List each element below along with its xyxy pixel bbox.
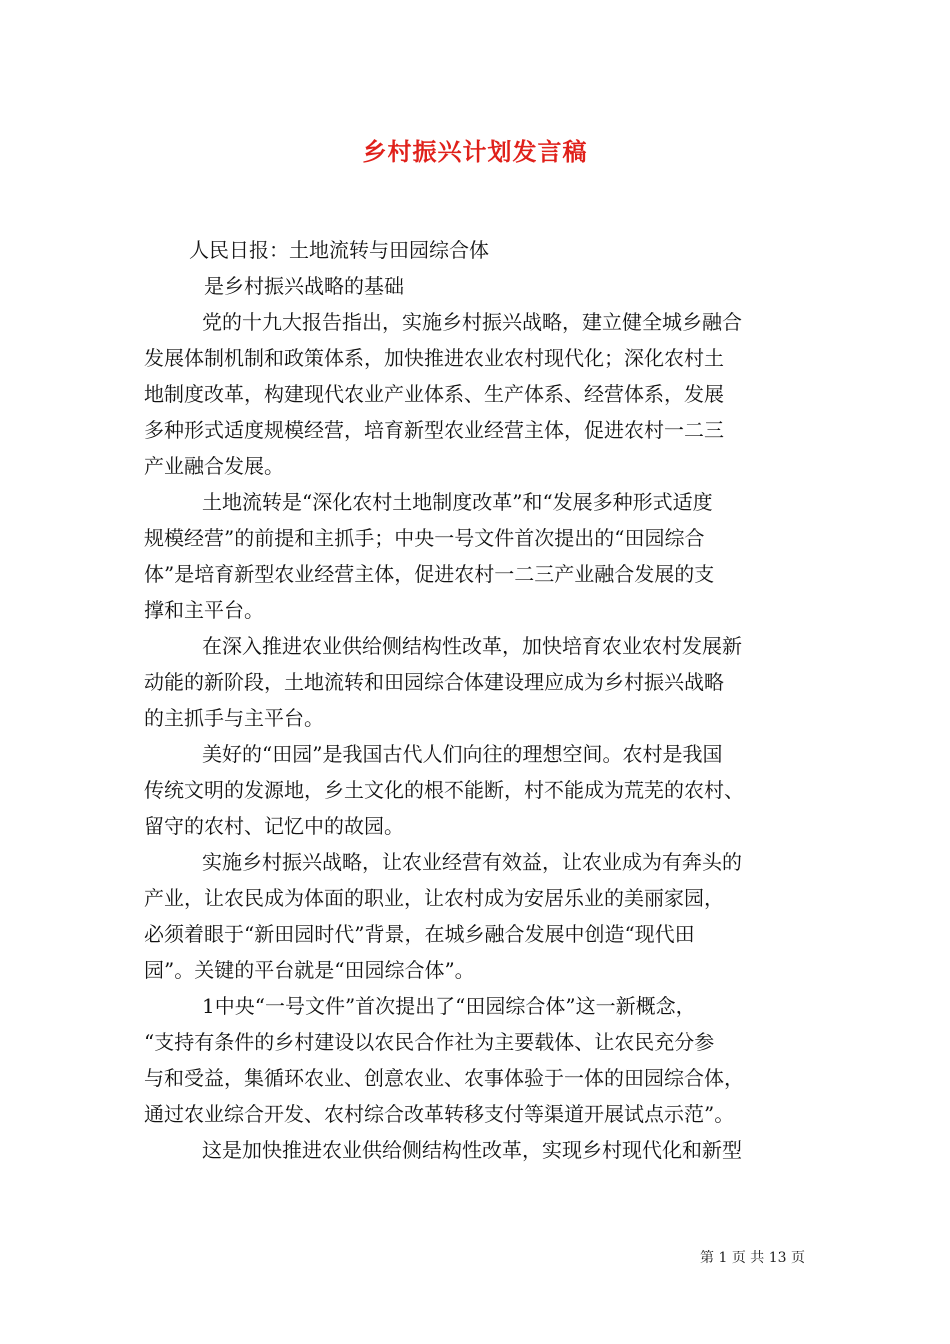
page-number: 第 1 页 共 13 页: [700, 1250, 805, 1266]
body-line: 土地流转是“深化农村土地制度改革”和“发展多种形式适度: [202, 490, 713, 514]
document-title: 乡村振兴计划发言稿: [362, 138, 588, 166]
body-line: 动能的新阶段，土地流转和田园综合体建设理应成为乡村振兴战略: [144, 670, 724, 694]
body-line: 实施乡村振兴战略，让农业经营有效益，让农业成为有奔头的: [202, 850, 742, 874]
body-line: 发展体制机制和政策体系，加快推进农业农村现代化；深化农村土: [144, 346, 724, 370]
body-line: 规模经营”的前提和主抓手；中央一号文件首次提出的“田园综合: [144, 526, 705, 550]
body-line: 多种形式适度规模经营，培育新型农业经营主体，促进农村一二三: [144, 418, 724, 442]
body-line: 人民日报：土地流转与田园综合体: [189, 238, 489, 262]
body-line: 通过农业综合开发、农村综合改革转移支付等渠道开展试点示范”。: [144, 1102, 735, 1126]
body-line: “支持有条件的乡村建设以农民合作社为主要载体、让农民充分参: [144, 1030, 715, 1054]
body-line: 的主抓手与主平台。: [144, 706, 324, 730]
body-line: 1中央“一号文件”首次提出了“田园综合体”这一新概念，: [202, 994, 696, 1018]
body-line: 留守的农村、记忆中的故园。: [144, 814, 404, 838]
body-line: 产业融合发展。: [144, 454, 284, 478]
body-line: 必须着眼于“新田园时代”背景，在城乡融合发展中创造“现代田: [144, 922, 695, 946]
document-body: [144, 232, 824, 1168]
body-line: 这是加快推进农业供给侧结构性改革，实现乡村现代化和新型: [202, 1138, 742, 1162]
body-line: 在深入推进农业供给侧结构性改革，加快培育农业农村发展新: [202, 634, 742, 658]
body-line: 产业，让农民成为体面的职业，让农村成为安居乐业的美丽家园，: [144, 886, 724, 910]
body-line: 与和受益，集循环农业、创意农业、农事体验于一体的田园综合体，: [144, 1066, 744, 1090]
body-line: 是乡村振兴战略的基础: [204, 274, 404, 298]
body-line: 传统文明的发源地，乡土文化的根不能断，村不能成为荒芜的农村、: [144, 778, 744, 802]
body-line: 党的十九大报告指出，实施乡村振兴战略，建立健全城乡融合: [202, 310, 742, 334]
body-line: 体”是培育新型农业经营主体，促进农村一二三产业融合发展的支: [144, 562, 715, 586]
body-line: 撑和主平台。: [144, 598, 264, 622]
body-line: 园”。关键的平台就是“田园综合体”。: [144, 958, 475, 982]
body-line: 地制度改革，构建现代农业产业体系、生产体系、经营体系，发展: [144, 382, 724, 406]
body-line: 美好的“田园”是我国古代人们向往的理想空间。农村是我国: [202, 742, 723, 766]
